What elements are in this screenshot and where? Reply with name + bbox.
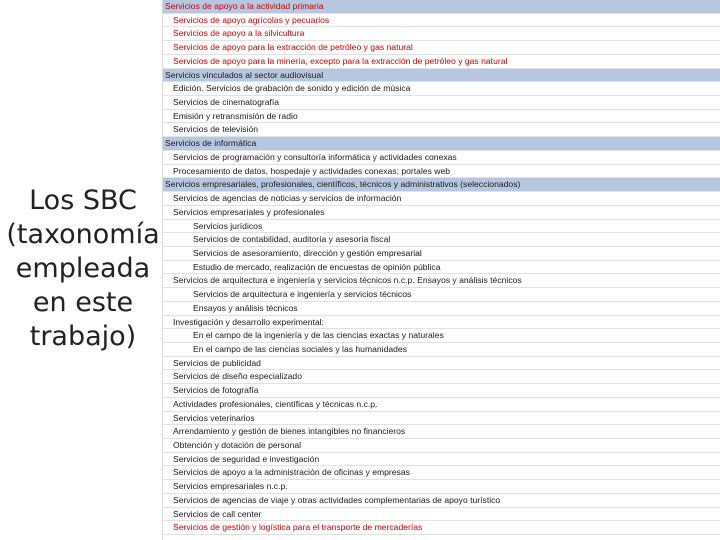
table-row: Servicios de asesoramiento, dirección y gestión empresarial: [163, 247, 720, 261]
table-row: Servicios de apoyo a la silvicultura: [163, 27, 720, 41]
table-row: Servicios de televisión: [163, 123, 720, 137]
table-row: Servicios de fotografía: [163, 384, 720, 398]
table-category-row: Servicios de apoyo a la actividad primaria: [163, 0, 720, 14]
table-row: Estudio de mercado, realización de encuestas de opinión pública: [163, 261, 720, 275]
table-row: Servicios de gestión y logística para el transporte de mercaderías: [163, 521, 720, 535]
table-row: Servicios de contabilidad, auditoría y asesoría fiscal: [163, 233, 720, 247]
table-row: Edición. Servicios de grabación de sonido y edición de música: [163, 82, 720, 96]
table-row: Servicios jurídicos: [163, 220, 720, 234]
table-row: Servicios de call center: [163, 508, 720, 522]
table-row: En el campo de la ingeniería y de las ciencias exactas y naturales: [163, 329, 720, 343]
table-row: Servicios de apoyo para la minería, excepto para la extracción de petróleo y gas natural: [163, 55, 720, 69]
table-category-row: Servicios empresariales, profesionales, científicos, técnicos y administrativos (seleccionados): [163, 178, 720, 192]
table-row: Servicios veterinarios: [163, 412, 720, 426]
table-row: Servicios de programación y consultoría informática y actividades conexas: [163, 151, 720, 165]
table-row: Actividades profesionales, científicas y técnicas n.c.p.: [163, 398, 720, 412]
table-row: Emisión y retransmisión de radio: [163, 110, 720, 124]
table-row: Investigación y desarrollo experimental:: [163, 316, 720, 330]
table-row: Servicios de apoyo para la extracción de petróleo y gas natural: [163, 41, 720, 55]
table-row: Procesamiento de datos, hospedaje y actividades conexas; portales web: [163, 165, 720, 179]
table-row: Servicios de arquitectura e ingeniería y servicios técnicos n.c.p. Ensayos y análisis técnicos: [163, 274, 720, 288]
table-row: Servicios de diseño especializado: [163, 370, 720, 384]
slide-title: Los SBC (taxonomía empleada en este trabajo): [6, 185, 160, 352]
table-row: Servicios de agencias de noticias y servicios de información: [163, 192, 720, 206]
table-row: Servicios de seguridad e investigación: [163, 453, 720, 467]
table-row: Servicios de agencias de viaje y otras actividades complementarias de apoyo turístico: [163, 494, 720, 508]
table-row: Servicios de apoyo a la administración de oficinas y empresas: [163, 466, 720, 480]
table-row: En el campo de las ciencias sociales y las humanidades: [163, 343, 720, 357]
table-category-row: Servicios vinculados al sector audiovisual: [163, 69, 720, 83]
table-row: Ensayos y análisis técnicos: [163, 302, 720, 316]
table-row: Servicios empresariales y profesionales: [163, 206, 720, 220]
table-row: Servicios de cinematografía: [163, 96, 720, 110]
taxonomy-table: [162, 0, 720, 540]
table-row: Arrendamiento y gestión de bienes intangibles no financieros: [163, 425, 720, 439]
table-row: Servicios de publicidad: [163, 357, 720, 371]
table-row: Servicios de apoyo agrícolas y pecuarios: [163, 14, 720, 28]
table-category-row: Servicios de informática: [163, 137, 720, 151]
table-row: Obtención y dotación de personal: [163, 439, 720, 453]
table-row: Servicios empresariales n.c.p.: [163, 480, 720, 494]
table-row: Servicios de arquitectura e ingeniería y servicios técnicos: [163, 288, 720, 302]
